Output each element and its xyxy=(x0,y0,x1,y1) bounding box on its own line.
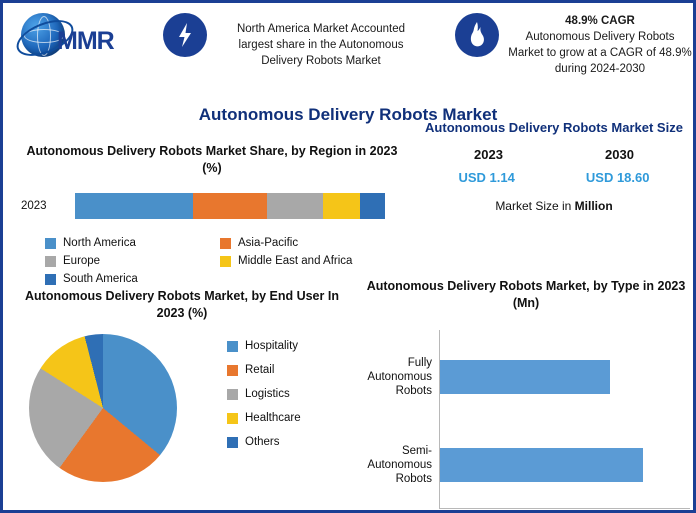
legend-swatch-icon xyxy=(227,389,238,400)
type-bar-label: Semi-Autonomous Robots xyxy=(367,445,432,485)
page-title: Autonomous Delivery Robots Market xyxy=(198,105,498,124)
flame-icon xyxy=(455,13,499,57)
legend-label: Hospitality xyxy=(245,340,299,352)
brand-logo-text: MMR xyxy=(57,27,114,55)
market-size-note-prefix: Market Size in xyxy=(495,199,575,213)
legend-item xyxy=(220,237,395,249)
legend-label: North America xyxy=(63,237,136,249)
legend-item xyxy=(220,255,395,267)
legend-swatch-icon xyxy=(45,274,56,285)
header-highlight-2-text xyxy=(507,13,693,77)
market-size-year-forecast: 2030 xyxy=(605,147,634,162)
market-size-value-forecast: USD 18.60 xyxy=(585,170,650,185)
type-bar-semi-autonomous xyxy=(440,448,643,482)
market-size-year-base: 2023 xyxy=(474,147,503,162)
legend-label: Middle East and Africa xyxy=(238,255,353,267)
region-segment-north-america xyxy=(75,193,193,219)
legend-swatch-icon xyxy=(45,238,56,249)
legend-swatch-icon xyxy=(220,256,231,267)
region-chart-category-label: 2023 xyxy=(21,200,47,212)
brand-logo xyxy=(15,11,145,63)
legend-label: South America xyxy=(63,273,138,285)
type-bar-row xyxy=(367,445,643,485)
header xyxy=(3,3,693,91)
legend-label: Logistics xyxy=(245,388,290,400)
type-bar-chart xyxy=(363,278,689,509)
legend-swatch-icon xyxy=(227,437,238,448)
region-segment-south-america xyxy=(360,193,385,219)
market-size-note-unit: Million xyxy=(574,199,613,213)
legend-swatch-icon xyxy=(227,413,238,424)
region-segment-europe xyxy=(267,193,323,219)
region-segment-asia-pacific xyxy=(193,193,267,219)
type-bar-label: Fully Autonomous Robots xyxy=(367,357,432,397)
legend-label: Others xyxy=(245,436,280,448)
region-chart-plot xyxy=(17,191,407,227)
legend-label: Retail xyxy=(245,364,275,376)
market-size-panel xyxy=(423,119,685,213)
legend-swatch-icon xyxy=(227,365,238,376)
region-segment-middle-east-africa xyxy=(323,193,360,219)
legend-item xyxy=(45,273,220,285)
market-size-value-base: USD 1.14 xyxy=(458,170,515,185)
type-chart-title: Autonomous Delivery Robots Market, by Type in 2023 (Mn) xyxy=(366,279,686,310)
type-bar-fully-autonomous xyxy=(440,360,610,394)
type-bar-row xyxy=(367,357,610,397)
header-highlight-2-body: Autonomous Delivery Robots Market to grow at a CAGR of 48.9% during 2024-2030 xyxy=(508,31,692,75)
region-chart-legend xyxy=(45,237,395,291)
region-share-chart xyxy=(17,143,407,291)
legend-item xyxy=(45,255,220,267)
type-chart-plot xyxy=(367,330,690,509)
legend-swatch-icon xyxy=(227,341,238,352)
region-chart-title: Autonomous Delivery Robots Market Share, by Region in 2023 (%) xyxy=(26,144,398,175)
header-highlight-1-text: North America Market Accounted largest share in the Autonomous Delivery Robots Market xyxy=(236,23,406,67)
legend-swatch-icon xyxy=(45,256,56,267)
market-size-note xyxy=(423,199,685,213)
lightning-bolt-icon xyxy=(163,13,207,57)
legend-label: Europe xyxy=(63,255,101,267)
market-size-values xyxy=(423,170,685,185)
region-stacked-bar xyxy=(75,193,385,219)
legend-item xyxy=(45,237,220,249)
pie-graphic xyxy=(29,334,177,482)
header-highlight-2-headline: 48.9% CAGR xyxy=(565,15,635,27)
legend-swatch-icon xyxy=(220,238,231,249)
pie-chart-title: Autonomous Delivery Robots Market, by End User In 2023 (%) xyxy=(25,289,339,320)
market-size-title: Autonomous Delivery Robots Market Size xyxy=(425,120,683,135)
legend-label: Healthcare xyxy=(245,412,301,424)
legend-label: Asia-Pacific xyxy=(238,237,299,249)
market-size-years xyxy=(423,147,685,162)
